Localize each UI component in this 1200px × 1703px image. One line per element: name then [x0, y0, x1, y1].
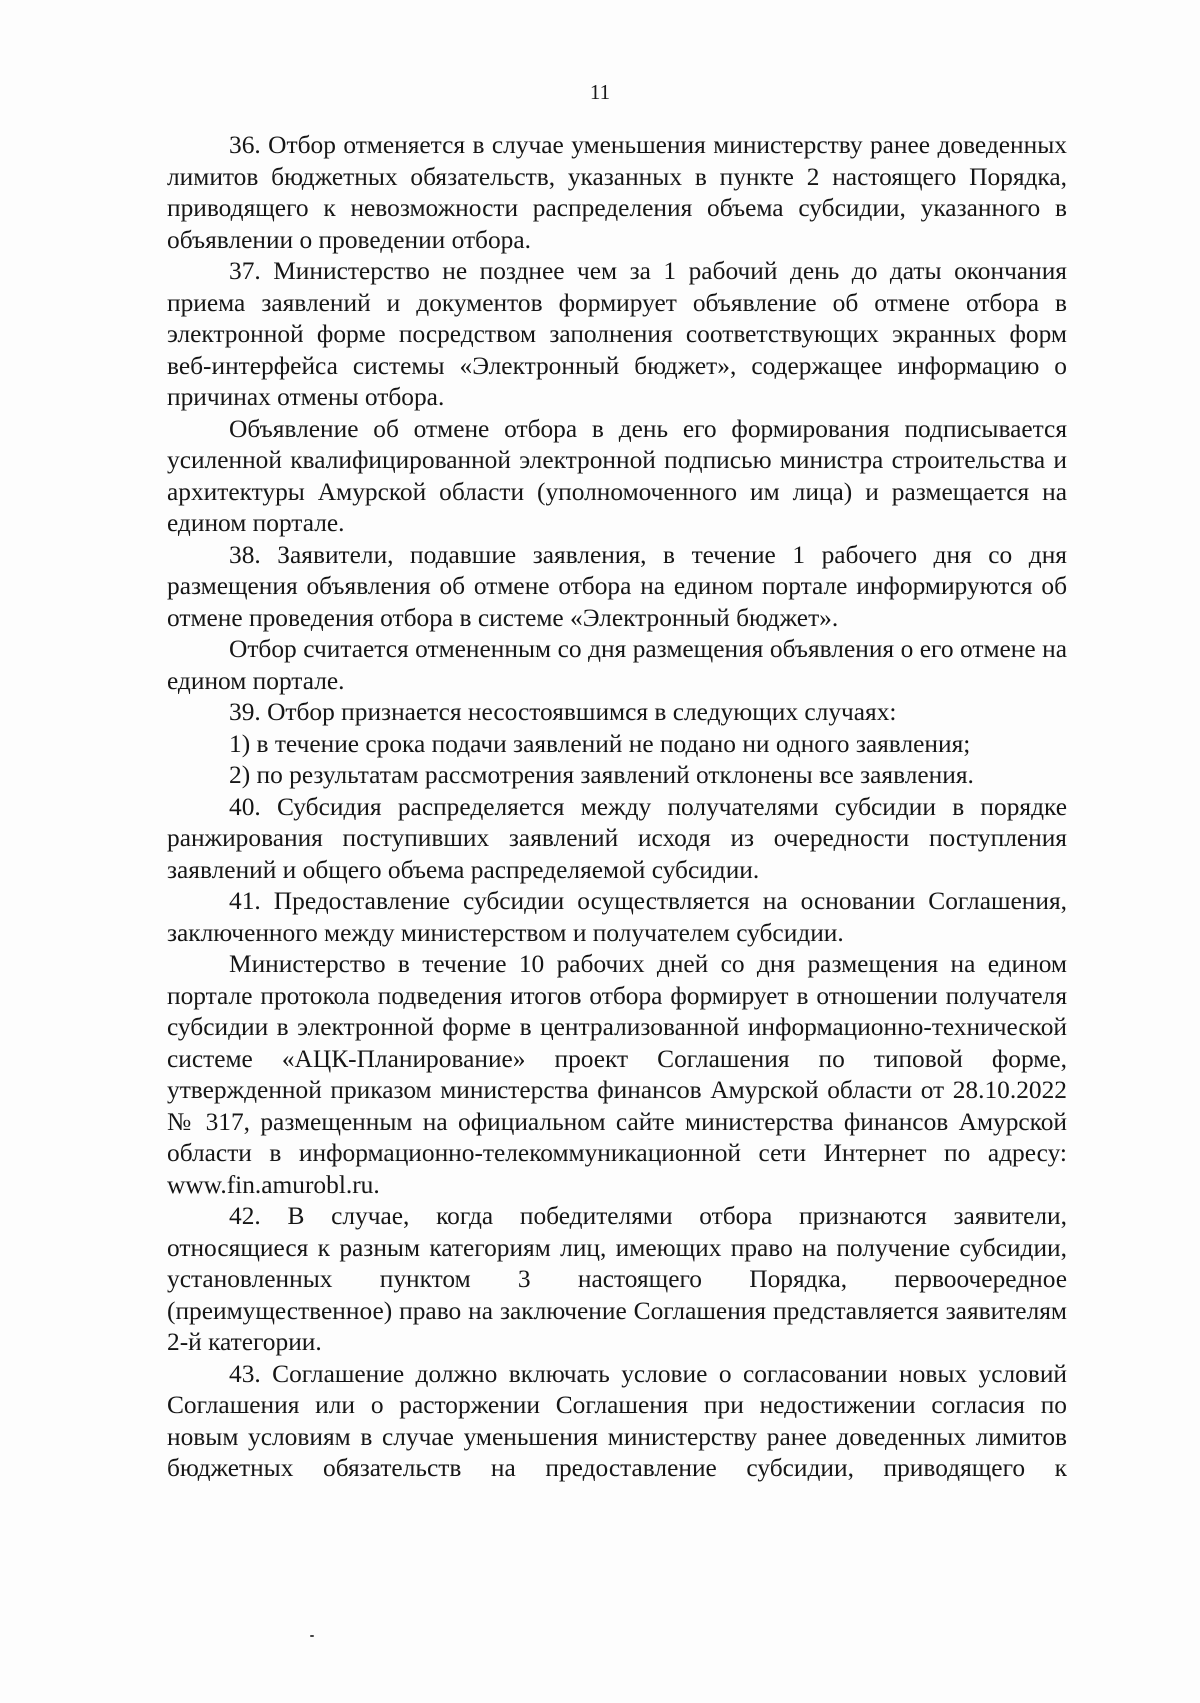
scan-speck	[310, 1635, 314, 1637]
paragraph-42: 42. В случае, когда победителями отбора признаются заявители, относящиеся к разным категориям лиц, имеющих право на получение субсидии, установленных пунктом 3 настоящего Порядка, первоочередное (преимущественное) право на заключение Соглашения представляется заявителям 2-й категории.	[167, 1202, 1067, 1356]
paragraph-39-item-2: 2) по результатам рассмотрения заявлений отклонены все заявления.	[229, 761, 974, 789]
paragraph-36: 36. Отбор отменяется в случае уменьшения министерству ранее доведенных лимитов бюджетных обязательств, указанных в пункте 2 настоящего Порядка, приводящего к невозможности распределения объема субсидии, указанного в объявлении о проведении отбора.	[167, 131, 1067, 254]
paragraph-39-item-1: 1) в течение срока подачи заявлений не подано ни одного заявления;	[229, 729, 971, 758]
paragraph-37-cont: Объявление об отмене отбора в день его формирования подписывается усиленной квалифицированной электронной подписью министра строительства и архитектуры Амурской области (уполномоченного им лица) и размещается на едином портале.	[167, 414, 1067, 537]
page-number: 11	[589, 80, 611, 104]
paragraph-39: 39. Отбор признается несостоявшимся в следующих случаях:	[229, 698, 897, 726]
paragraph-37: 37. Министерство не позднее чем за 1 рабочий день до даты окончания приема заявлений и документов формирует объявление об отмене отбора в электронной форме посредством заполнения соответствующих экранных форм веб-интерфейса системы «Электронный бюджет», содержащее информацию о причинах отмены отбора.	[167, 257, 1067, 411]
paragraph-40: 40. Субсидия распределяется между получателями субсидии в порядке ранжирования поступивших заявлений исходя из очередности поступления заявлений и общего объема распределяемой субсидии.	[167, 792, 1067, 884]
document-body	[167, 130, 1067, 1485]
paragraph-41-cont: Министерство в течение 10 рабочих дней со дня размещения на едином портале протокола подведения итогов отбора формирует в отношении получателя субсидии в электронной форме в централизованной информационно-технической системе «АЦК-Планирование» проект Соглашения по типовой форме, утвержденной приказом министерства финансов Амурской области от 28.10.2022 № 317, размещенным на официальном сайте министерства финансов Амурской области в информационно-телекоммуникационной сети Интернет по адресу: www.fin.amurobl.ru.	[167, 950, 1067, 1199]
paragraph-38: 38. Заявители, подавшие заявления, в течение 1 рабочего дня со дня размещения объявления об отмене отбора на едином портале информируются об отмене проведения отбора в системе «Электронный бюджет».	[167, 540, 1067, 632]
paragraph-41: 41. Предоставление субсидии осуществляется на основании Соглашения, заключенного между министерством и получателем субсидии.	[167, 887, 1067, 947]
paragraph-38-cont: Отбор считается отмененным со дня размещения объявления о его отмене на едином портале.	[167, 635, 1067, 695]
paragraph-43: 43. Соглашение должно включать условие о согласовании новых условий Соглашения или о расторжении Соглашения при недостижении согласия по новым условиям в случае уменьшения министерству ранее доведенных лимитов бюджетных обязательств на предоставление субсидии, приводящего к	[167, 1359, 1067, 1482]
